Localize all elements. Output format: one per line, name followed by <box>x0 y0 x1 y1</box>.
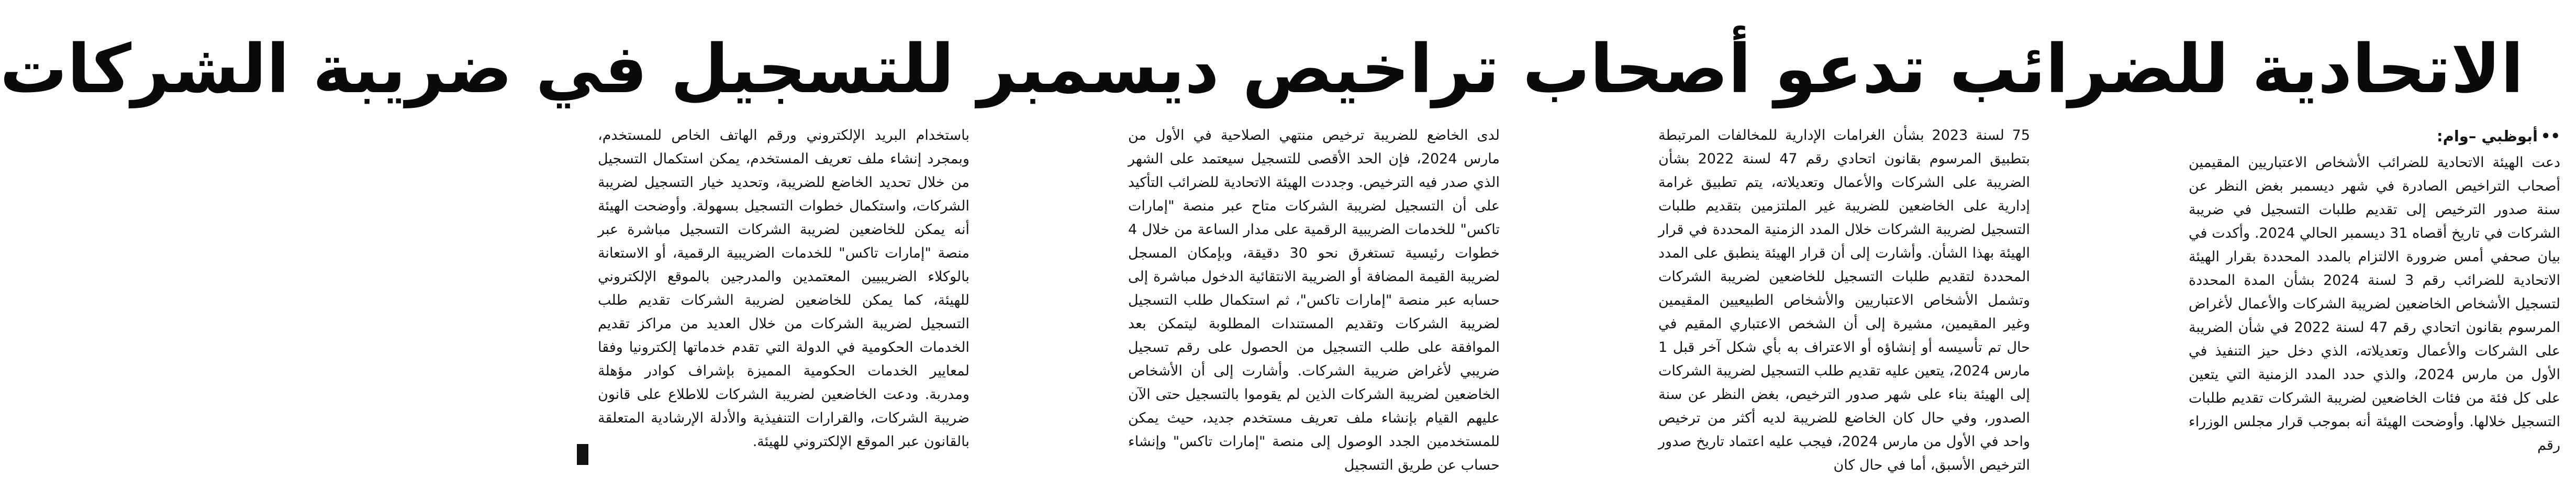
article-headline: الاتحادية للضرائب تدعو أصحاب تراخيص ديسمبر للتسجيل في ضريبة الشركات <box>0 30 2524 108</box>
column-text-3: لدى الخاضع للضريبة ترخيص منتهي الصلاحية في الأول من مارس 2024، فإن الحد الأقصى للتسجيل سيعتمد على الشهر الذي صدر فيه الترخيص. وجددت الهيئة الاتحادية للضرائب التأكيد على أن التسجيل لضريبة الشركات متاح عبر منصة "إمارات تاكس" للخدمات الضريبية الرقمية على مدار الساعة من خلال 4 خطوات رئيسية تستغرق نحو 30 دقيقة، وبإمكان المسجل لضريبة القيمة المضافة أو الضريبة الانتقائية الدخول مباشرة إلى حسابه عبر منصة "إمارات تاكس"، ثم استكمال طلب التسجيل لضريبة الشركات وتقديم المستندات المطلوبة ليتمكن بعد الموافقة على طلب التسجيل من الحصول على رقم تسجيل ضريبي لأغراض ضريبة الشركات. وأشارت إلى أن الأشخاص الخاضعين لضريبة الشركات الذين لم يقوموا بالتسجيل حتى الآن عليهم القيام بإنشاء ملف تعريف مستخدم جديد، حيث يمكن للمستخدمين الجدد الوصول إلى منصة "إمارات تاكس" وإنشاء حساب عن طريق التسجيل <box>1128 127 1500 473</box>
column-text-1: دعت الهيئة الاتحادية للضرائب الأشخاص الاعتباريين المقيمين أصحاب التراخيص الصادرة في شهر ديسمبر بغض النظر عن سنة صدور الترخيص إلى تقديم طلبات التسجيل في ضريبة الشركات في تاريخ أقصاه 31 ديسمبر الحالي 2024. وأكدت في بيان صحفي أمس ضرورة الالتزام بالمدد المحددة بقرار الهيئة الاتحادية للضرائب رقم 3 لسنة 2024 بشأن المدة المحددة لتسجيل الأشخاص الخاضعين لضريبة الشركات والأعمال لأغراض المرسوم بقانون اتحادي رقم 47 لسنة 2022 في شأن الضريبة على الشركات والأعمال وتعديلاته، الذي دخل حيز التنفيذ في الأول من مارس 2024، والذي حدد المدد الزمنية التي يتعين على كل فئة من فئات الخاضعين لضريبة الشركات تقديم طلبات التسجيل خلالها. وأوضحت الهيئة أنه بموجب قرار مجلس الوزراء رقم <box>2189 154 2561 453</box>
dateline <box>2189 124 2560 149</box>
article-column-3 <box>1128 124 1500 473</box>
column-text-2: 75 لسنة 2023 بشأن الغرامات الإدارية للمخالفات المرتبطة بتطبيق المرسوم بقانون اتحادي رقم 47 لسنة 2022 بشأن الضريبة على الشركات والأعمال وتعديلاته، يتم تطبيق غرامة إدارية على الخاضعين للضريبة غير الملتزمين بتقديم طلبات التسجيل لضريبة الشركات خلال المدد الزمنية المحددة في قرار الهيئة بهذا الشأن. وأشارت إلى أن قرار الهيئة ينطبق على المدد المحددة لتقديم طلبات التسجيل للخاضعين لضريبة الشركات وتشمل الأشخاص الاعتباريين والأشخاص الطبيعيين المقيمين وغير المقيمين، مشيرة إلى أن الشخص الاعتباري المقيم في حال تم تأسيسه أو إنشاؤه أو الاعتراف به بأي شكل آخر قبل 1 مارس 2024، يتعين عليه تقديم طلب التسجيل لضريبة الشركات إلى الهيئة بناء على شهر صدور الترخيص، بغض النظر عن سنة الصدور، وفي حال كان الخاضع للضريبة لديه أكثر من ترخيص واحد في الأول من مارس 2024، فيجب عليه اعتماد تاريخ صدور الترخيص الأسبق، أما في حال كان <box>1658 127 2031 473</box>
article-columns <box>598 124 2561 473</box>
dateline-text: أبوظبي –وام: <box>2437 127 2538 145</box>
column-text-4: باستخدام البريد الإلكتروني ورقم الهاتف الخاص للمستخدم، وبمجرد إنشاء ملف تعريف المستخدم، يمكن استكمال التسجيل من خلال تحديد الخاضع للضريبة، وتحديد خيار التسجيل لضريبة الشركات، واستكمال خطوات التسجيل بسهولة. وأوضحت الهيئة أنه يمكن للخاضعين لضريبة الشركات التسجيل مباشرة عبر منصة "إمارات تاكس" للخدمات الضريبية الرقمية، أو الاستعانة بالوكلاء الضريبيين المعتمدين والمدرجين بالموقع الإلكتروني للهيئة، كما يمكن للخاضعين لضريبة الشركات تقديم طلب التسجيل لضريبة الشركات من خلال العديد من مراكز تقديم الخدمات الحكومية في الدولة التي تقدم خدماتها إلكترونيا وفقا لمعايير الخدمات الحكومية المميزة بإشراف كوادر مؤهلة ومدربة. ودعت الخاضعين لضريبة الشركات للاطلاع على قانون ضريبة الشركات، والقرارات التنفيذية والأدلة الإرشادية المتعلقة بالقانون عبر الموقع الإلكتروني للهيئة. <box>598 127 969 450</box>
page-corner-mark <box>577 444 588 465</box>
dateline-dots: •• <box>2540 127 2560 145</box>
article-column-2 <box>1658 124 2031 473</box>
article-column-4 <box>598 124 969 459</box>
article-column-1 <box>2189 124 2560 459</box>
